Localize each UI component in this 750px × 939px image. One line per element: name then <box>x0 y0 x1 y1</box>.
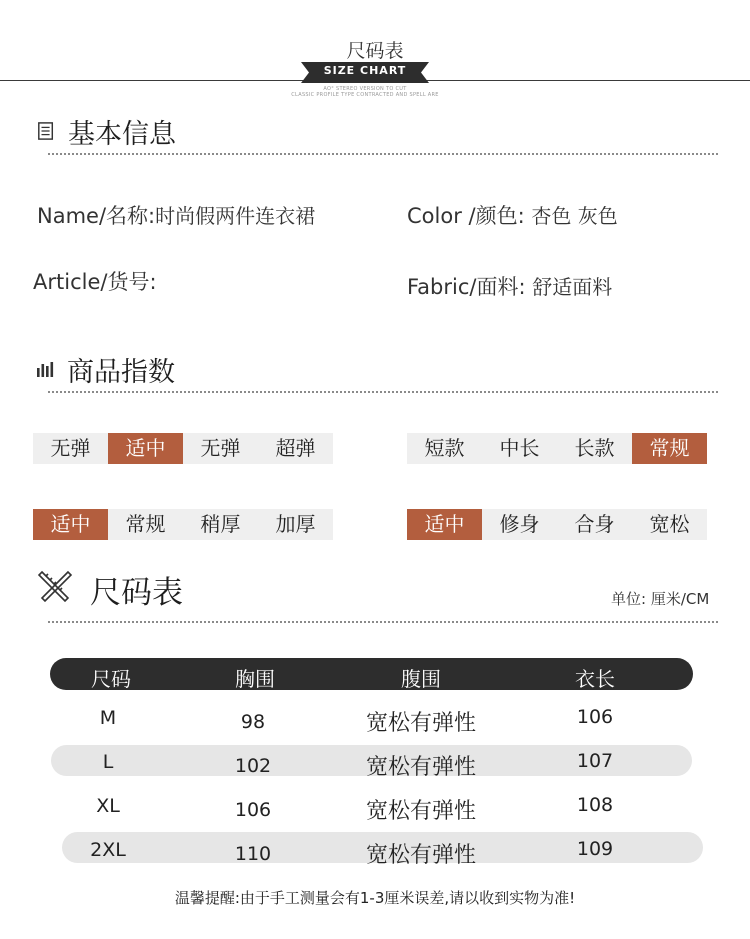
name-field <box>37 200 315 230</box>
name-value: 时尚假两件连衣裙 <box>155 204 316 228</box>
name-label: Name/名称: <box>37 204 156 228</box>
index-option: 无弹 <box>50 436 91 460</box>
fabric-value: 舒适面料 <box>532 275 613 299</box>
index-heading: 商品指数 <box>67 357 175 388</box>
divider-dotted <box>48 621 718 623</box>
index-option: 稍厚 <box>200 512 241 536</box>
table-cell: 106 <box>576 706 614 728</box>
index-option: 合身 <box>574 512 615 536</box>
column-header-length: 衣长 <box>575 667 615 691</box>
table-cell: 108 <box>576 794 614 816</box>
banner-subtext-1: AO° STEREO VERSION TO CUT <box>323 86 407 92</box>
basic-info-heading: 基本信息 <box>68 119 176 150</box>
table-cell: L <box>102 751 114 773</box>
document-icon <box>37 122 55 140</box>
article-field <box>33 266 157 296</box>
table-cell: 107 <box>576 750 614 772</box>
table-cell: 98 <box>240 711 266 733</box>
banner-subtext-2: CLASSIC PROFILE TYPE CONTRACTED AND SPELL ARE <box>291 92 439 98</box>
color-value: 杏色 灰色 <box>531 204 618 228</box>
column-header-size: 尺码 <box>91 667 131 691</box>
index-option-selected: 适中 <box>108 433 183 464</box>
bar-chart-icon <box>37 360 55 378</box>
page-title: 尺码表 <box>346 40 404 62</box>
divider-dotted <box>48 391 718 393</box>
index-option-selected: 适中 <box>33 509 108 540</box>
ruler-scissors-icon <box>38 570 72 602</box>
index-bar-thickness <box>33 509 333 540</box>
size-chart-heading: 尺码表 <box>90 575 183 611</box>
table-cell: XL <box>96 795 120 817</box>
banner-label: SIZE CHART <box>323 64 407 77</box>
table-cell: M <box>99 707 117 729</box>
table-cell: 宽松有弹性 <box>365 843 476 868</box>
table-cell: 110 <box>234 843 272 865</box>
table-cell: 宽松有弹性 <box>365 711 476 736</box>
table-cell: 2XL <box>90 839 126 861</box>
table-cell: 宽松有弹性 <box>365 755 476 780</box>
index-bar-elasticity <box>33 433 333 464</box>
index-bar-length <box>407 433 707 464</box>
measurement-note: 温馨提醒:由于手工测量会有1-3厘米误差,请以收到实物为准! <box>174 889 576 907</box>
fabric-field <box>407 271 612 301</box>
index-option-selected: 适中 <box>407 509 482 540</box>
index-option: 无弹 <box>200 436 241 460</box>
fabric-label: Fabric/面料: <box>407 275 526 299</box>
unit-label: 单位: 厘米/CM <box>611 590 710 608</box>
index-option: 加厚 <box>275 512 316 536</box>
index-option: 宽松 <box>649 512 690 536</box>
color-label: Color /颜色: <box>407 204 525 228</box>
index-option-selected: 常规 <box>632 433 707 464</box>
table-cell: 109 <box>576 838 614 860</box>
column-header-waist: 腹围 <box>401 667 441 691</box>
index-option: 常规 <box>125 512 166 536</box>
index-option: 修身 <box>499 512 540 536</box>
table-cell: 宽松有弹性 <box>365 799 476 824</box>
table-cell: 106 <box>234 799 272 821</box>
index-option: 长款 <box>574 436 615 460</box>
index-bar-fit <box>407 509 707 540</box>
article-label: Article/货号: <box>33 270 157 294</box>
color-field <box>407 200 618 230</box>
column-header-bust: 胸围 <box>235 667 275 691</box>
table-cell: 102 <box>234 755 272 777</box>
divider-dotted <box>48 153 718 155</box>
index-option: 短款 <box>424 436 465 460</box>
index-option: 超弹 <box>275 436 316 460</box>
index-option: 中长 <box>499 436 540 460</box>
